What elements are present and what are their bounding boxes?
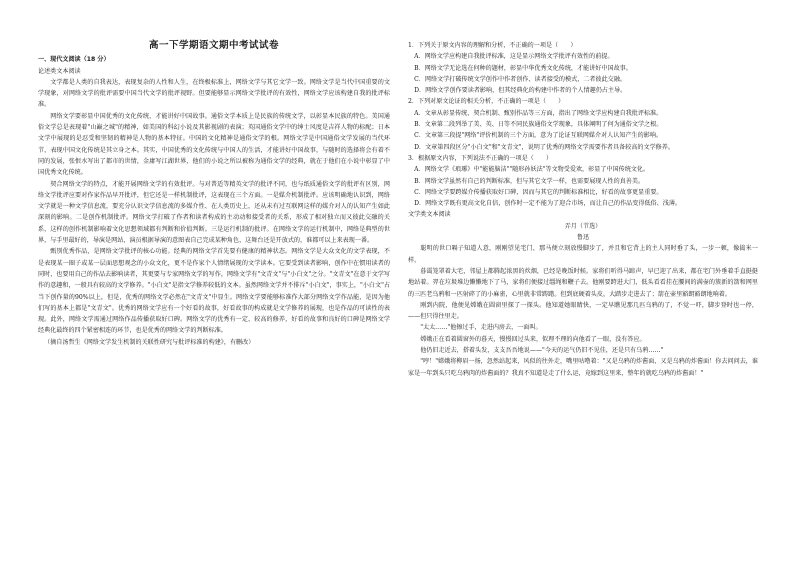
question-2-stem: 2．下列对原文论证的相关分析，不正确的一项是（ ）	[408, 98, 565, 106]
essay-citation: （摘自汤哲生《网络文学发生机制的关联性研究与批评标准的构建》，有删改）	[44, 338, 255, 346]
essay-paragraph-2: 网络文学要彰显中国优秀的文化传统，才能讲好中国故事。通俗文学本质上是民族的传统文学，以彰显本民族的特色。美国通俗文学总是表现着"山巅之城"的精神，如美国的科幻小说及其影视剧的表演；英国通俗文学中的绅士风度是吉祥人物的标配；日本文学中展现的是忍受和坚韧的精神是人物的基本特征。中国的文化精神是通俗文学的根。网络文学是中国通俗文学发展的当代环节，表现中国文化传统是其立身之本。其实，中国优秀的文化传统与中国人的生活，才能讲好中国故事，与随时的选择将会有着不同的发展，张恨水写出了都市的世情，金庸写江湖世界，他们的小说之所以被称为通俗文学的经典，就在于他们在小说中彰显了中国优秀文化传统。	[38, 112, 390, 177]
question-2	[408, 96, 758, 152]
subsection-heading-literary: 文学类文本阅读	[408, 211, 451, 219]
question-1-option-c: C．网络文学打破传统文学创作中作者创作、读者接受的模式，二者彼此交融。	[414, 75, 626, 83]
story-paragraph-7: "哼！"嫦娥将柳眉一扬，忽然站起来，风似的往外走，嘴里咕噜着："又是乌鸦的炸酱面，又是乌鸦的炸酱面！你去问问去，谁家是一年到头只吃乌鸦肉的炸酱面的？我真不知道是走了什么运，竟嫁到这里来，整年的就吃乌鸦的炸酱面！"	[408, 358, 758, 377]
essay-paragraph-1: 文学都是人类的自我表达，表现复杂的人性和人生，在终极标准上，网络文学与其它文学一致。网络文学是当代中国重要的文学现象，对网络文学的批评需要中国当代文学的批评视野。但要能够显示网络文学批评的有效性，网络文学应该构建自我的批评标准。	[38, 78, 390, 109]
story-paragraph-3: 刚到内院，他便见嫦娥在圆窗里探了一探头。他知道她眼睛快，一定早瞧见那几匹乌鸦的了，不觉一吓，脚步登时也一停，——但只得往里走。	[408, 301, 758, 321]
story-paragraph-6: 他仍旧走近去，搭着头发，支支吾吾地说——"今天的运气仍旧不见佳，还是只有乌鸦……"	[420, 347, 664, 355]
question-3-option-a: A．网络文学《琅琊》中"能能脑洁""随形孙妖法"等文物受爱欢，彰显了中国传统文化。	[414, 166, 650, 174]
right-column	[408, 40, 758, 379]
question-2-option-d: D．文章第四段区分"小白文"和"文青文"，说明了优秀的网络文学需要作者具备较高的文学修养。	[414, 143, 674, 151]
question-1-option-d: D．网络文学创作要读者影响，但其经典化的构建中作者的个人情趣仍占主导。	[414, 87, 627, 95]
story-paragraph-2: 暮霭笼罩着大宅，邻屋上都腾起浓黑的炊烟，已经是晚饭时候。家将们听得马蹄声，早已迎了出来，都在宅门外垂着手直挺挺地站着。羿在垃圾堆边懒懒地下了马，家将们便接过缰绳和鞭子去。他刚要跨进大门，低头看看挂在腰间的满壶的簇新的箭和网里的三匹老乌鸦和一匹射碎了的小麻雀，心里就非常踌躇。但到底硬着头皮，大踏步走进去了；箭在壶里豁朗豁朗地响着。	[408, 267, 758, 298]
question-3-option-c: C．网络文学要跨媒介传播获取好口碑，因而与其它的判断标准相比，好看的故事更显重要。	[414, 188, 663, 196]
question-2-option-c: C．文章第三段提"网络"评价机制的三个方面，意为了论证互联网媒介对人认知产生的影响。	[414, 132, 663, 140]
question-2-option-a: A．文章从彰显传统、契合机制、甄别作品等三方面，指出了网络文学应构建自我批评标准。	[414, 109, 663, 117]
left-column	[38, 40, 390, 348]
exam-title: 高一下学期语文期中考试试卷	[148, 40, 279, 51]
subsection-heading: 论述类文本阅读	[38, 67, 81, 75]
section-heading: 一、现代文阅读（18 分）	[38, 56, 110, 64]
question-2-option-b: B．文章第二段列举了美、英、日等不同民族通俗文学现象，具体阐明了何为通俗文学之根。	[414, 121, 663, 129]
essay-paragraph-3: 契合网络文学的特点，才能开展网络文学的有效批评。与对普适等精英文学的批评不同，也与纸质通俗文学的批评有区别，网络文学批评应要对作家作品早开批评，但它还是一样机制批评，这表现在三个方面。一是媒介机制批评。应该明确地认识到，网络文学就是一种文学信息流，要充分认识文学信息流的多媒介性、在人类历史上，还从未有过互联网这样的媒介对人的认知产生如此深刻的影响。二是创作机制批评。网络文学打破了作者和读者构成的主动动和接受者的关系，形成了相对独立而又彼此交融的关系，这样的创作机制影响着文化思想领域都有判断和价值判断。三是运行机制的批评。在网络文学的运行机制中，网络是典型的世界，与手里最好的，导演是网站，演员根据导演的意图表自己完成某种角色，这舞台还是开放式的，谁都可以上来表现一番。	[38, 180, 390, 245]
story-author: 鲁迅	[576, 234, 590, 242]
question-1-option-a: A．网络文学应构建自我批评标准，这是显示网络文学批评有效性的前提。	[414, 53, 614, 61]
question-3-option-b: B．网络文学虽然有自己的判断标准，但与其它文学一样，也需要展现人性的真善美。	[414, 177, 645, 185]
story-paragraph-1: 聪明的世口嗝子知道人意，刚刚望见宅门，那马便立刻放慢脚步了，并且和它背上的主人同时垂了头，一步一顿，像捣米一样。	[408, 245, 758, 264]
question-1-option-b: B．网络文学无论选在何种的题材，彰显中华优秀文化传统，才能讲好中国故事。	[414, 64, 632, 72]
question-3	[408, 153, 758, 209]
question-3-option-d: D．网络文学既有更高文化自信，创作时一定不能为了迎合市场，而让自己的作品变得低俗、浅薄。	[414, 200, 682, 208]
essay-paragraph-4: 甄别优秀作品，是网络文学批评的核心功能。经典的网络文学首先要有健康的精神状态。网络文学是大众文化的文学表现，不是表现某一圈子或某一层面思想观念的小众文化，更不是作家个人情绪展现的文学读本。它要受到读者影响，创作中在惯用读者的同时，也要用自己的作品去影响读者，其更要与专家网络文学的写作，网络文学有"文青文"与"小白文"之分。"文青文"在意于文学写作的意趣和，一般具有较高的文学修养。"小白文"是指文学修养较低的文本。虽然网络文学并不排斥"小白文"，事实上，"小白文"占当下创作量的90%以上，但是，优秀的网络文学必然在"文青文"中显生。网络文学要能够标准作大部分网络文学作品能，是因为他们写的基本上都是"文青文"。优秀的网络文学应有一个好看的故事，好看故事的构成就是文学修养的展现，也是作品的可读性的表现。此外，网络文学需通过网络作品传播获取好口碑。网络文学的优秀有一定、较高的修养，好看的故事和良好的口碑是网络文学经典化最终的四个紧密相连的环节，也是优秀的网络文学的判断标准。	[38, 248, 390, 335]
story-paragraph-5: 嫦娥正在看着圆窗外的暮天，慢慢回过头来，似理不理的向他看了一眼，没有答应。	[420, 335, 646, 343]
question-1	[408, 40, 758, 96]
question-1-stem: 1．下列关于原文内容的理解和分析，不正确的一项是（ ）	[408, 42, 577, 49]
story-title: 弄月（节选）	[564, 222, 602, 230]
question-3-stem: 3．根据原文内容，下列说法不正确的一项是（ ）	[408, 154, 553, 162]
story-paragraph-4: "太太……"他擦过手，走进内房去，一面叫。	[420, 324, 542, 332]
